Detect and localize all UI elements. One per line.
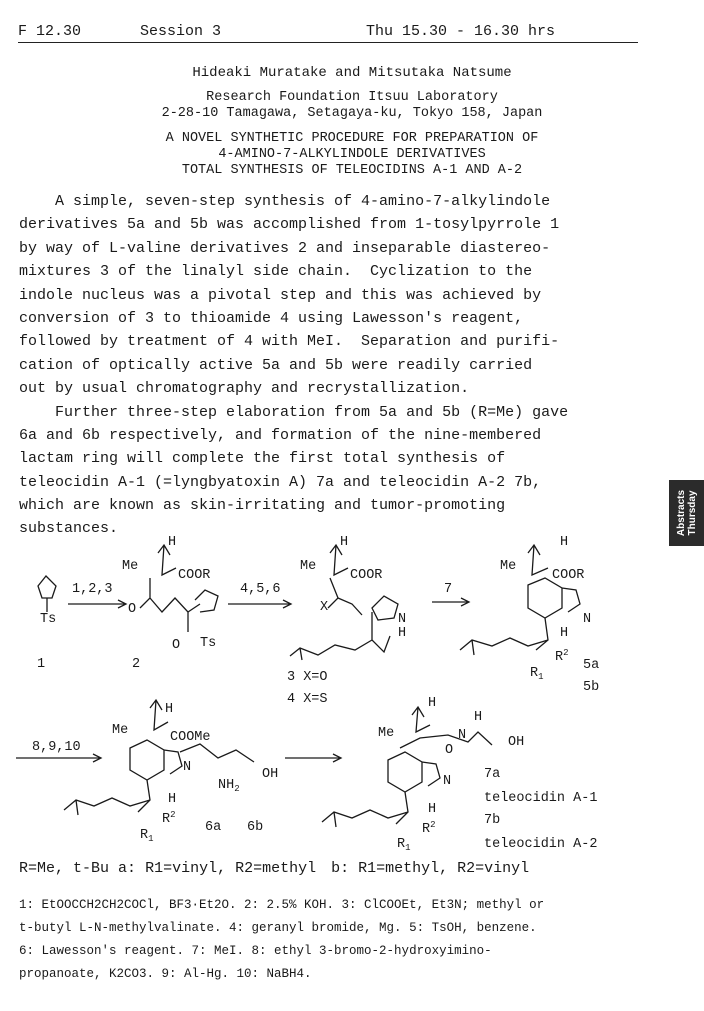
h-label-6: H	[165, 702, 174, 717]
abstract-line: which are known as skin-irritating and tumor-promoting	[19, 497, 506, 515]
r2-label-5-sup: 2	[563, 648, 569, 658]
reagent-line-1: 1: EtOOCCH2CH2COCl, BF3·Et2O. 2: 2.5% KOH. 3: ClCOOEt, Et3N; methyl or	[19, 898, 545, 912]
reagent-line-2: t-butyl L-N-methylvalinate. 4: geranyl bromide, Mg. 5: TsOH, benzene.	[19, 921, 537, 935]
indole-pyrrole-5	[562, 588, 580, 612]
abstract-line: out by usual chromatography and recrystallization.	[19, 380, 470, 398]
h-label-2: H	[168, 535, 177, 550]
side-chain-7	[322, 792, 408, 827]
indole-benzene-7	[388, 752, 422, 792]
me-label-6: Me	[112, 723, 129, 738]
abstract-line: derivatives 5a and 5b was accomplished from 1-tosylpyrrole 1	[19, 216, 560, 234]
r2-label-5-r: R	[555, 650, 564, 665]
r2-label-6-sup: 2	[170, 810, 176, 820]
coor-label-3: COOR	[350, 568, 383, 583]
x-label-3: X	[320, 600, 329, 615]
arrow-label-step3: 7	[444, 582, 453, 597]
n-label-6: N	[183, 760, 192, 775]
pyrrole-ring-2	[188, 590, 218, 612]
nh2-label-6-sub: 2	[234, 784, 240, 794]
compound-label-7a: 7a	[484, 767, 501, 782]
compound-label-4: 4 X=S	[287, 692, 328, 707]
teleocidin-a2-label: teleocidin A-2	[484, 837, 598, 852]
arrow-label-step2: 4,5,6	[240, 582, 281, 597]
r1-label-5-r: R	[530, 666, 539, 681]
oh-label-6: OH	[262, 767, 279, 782]
r1-label-5	[530, 666, 544, 682]
coor-label-2: COOR	[178, 568, 211, 583]
abstract-line: mixtures 3 of the linalyl side chain. Cyclization to the	[19, 263, 533, 281]
authors: Hideaki Muratake and Mitsutaka Natsume	[192, 65, 512, 81]
indole-pyrrole-7	[422, 762, 440, 786]
o-label-2b: O	[172, 638, 181, 653]
compound-label-5a: 5a	[583, 658, 600, 673]
abstract-line: lactam ring will complete the first total synthesis of	[19, 450, 506, 468]
r-group-definitions	[19, 860, 529, 877]
side-chain-3	[290, 612, 390, 660]
reaction-scheme	[0, 530, 704, 860]
valine-5	[528, 545, 548, 575]
coor-label-5: COOR	[552, 568, 585, 583]
r1-label-5-sub: 1	[538, 672, 544, 682]
nh2-label-6	[218, 778, 240, 794]
abstract-line: followed by treatment of 4 with MeI. Separation and purifi-	[19, 333, 560, 351]
me-label-7: Me	[378, 726, 395, 741]
variant-a-definition: R1=vinyl, R2=methyl	[145, 860, 317, 877]
tab-label-abstracts: Abstracts	[675, 489, 687, 537]
abstract-line: conversion of 3 to thioamide 4 using Lawesson's reagent,	[19, 309, 524, 327]
nh-label-5: H	[560, 626, 569, 641]
r2-label-6	[162, 810, 176, 827]
side-chain-6	[64, 780, 150, 815]
tab-label-thursday: Thursday	[686, 490, 698, 536]
nh-label-3: H	[398, 626, 407, 641]
arrow-label-step4: 8,9,10	[32, 740, 81, 755]
variant-b-definition: R1=methyl, R2=vinyl	[358, 860, 530, 877]
title-line-1: A NOVEL SYNTHETIC PROCEDURE FOR PREPARATION OF	[165, 131, 539, 146]
compound-label-6a: 6a	[205, 820, 222, 835]
me-label-3: Me	[300, 559, 317, 574]
session-time: Thu 15.30 - 16.30 hrs	[366, 23, 556, 40]
chain-2	[140, 578, 188, 632]
compound-label-3: 3 X=O	[287, 670, 328, 685]
h-label-7: H	[428, 696, 437, 711]
r1-label-6-r: R	[140, 828, 149, 843]
variant-a-label: a:	[118, 860, 137, 877]
indole-benzene-5	[528, 578, 562, 618]
n-label-3: N	[398, 612, 407, 627]
r1-label-7	[397, 837, 411, 853]
compound-label-5b: 5b	[583, 680, 600, 695]
h-label-7b: H	[474, 710, 483, 725]
abstract-line: A simple, seven-step synthesis of 4-amino-7-alkylindole	[19, 193, 551, 210]
title-line-3: TOTAL SYNTHESIS OF TELEOCIDINS A-1 AND A-2	[181, 163, 523, 178]
r1-label-7-sub: 1	[405, 843, 411, 853]
abstract-line: teleocidin A-1 (=lyngbyatoxin A) 7a and teleocidin A-2 7b,	[19, 473, 542, 491]
coome-label-6: COOMe	[170, 730, 211, 745]
affiliation-line-1: Research Foundation Itsuu Laboratory	[206, 90, 498, 105]
ts-label-1: Ts	[40, 612, 57, 627]
session-label: Session 3	[140, 23, 222, 40]
r1-label-7-r: R	[397, 837, 406, 852]
arrow-label-step1: 1,2,3	[72, 582, 113, 597]
abstract-line: 6a and 6b respectively, and formation of the nine-membered	[19, 426, 542, 444]
r2-label-7	[422, 820, 436, 837]
r1-label-6	[140, 828, 154, 844]
abstract-line: cation of optically active 5a and 5b were readily carried	[19, 356, 533, 374]
n-label-7b: N	[443, 774, 452, 789]
r1-label-6-sub: 1	[148, 834, 154, 844]
side-chain-5	[460, 618, 548, 655]
compound-label-2: 2	[132, 657, 141, 672]
oh-label-7: OH	[508, 735, 525, 750]
n-label-5: N	[583, 612, 592, 627]
indole-benzene-6	[130, 740, 164, 780]
me-label-5: Me	[500, 559, 517, 574]
ts-label-2: Ts	[200, 636, 217, 651]
reagent-line-3: 6: Lawesson's reagent. 7: MeI. 8: ethyl 3-bromo-2-hydroxyimino-	[19, 944, 492, 958]
r2-label-7-sup: 2	[430, 820, 436, 830]
o-label-7: O	[445, 743, 454, 758]
compound-label-7b: 7b	[484, 813, 501, 828]
indole-pyrrole-6	[164, 750, 182, 774]
abstract-line: Further three-step elaboration from 5a and 5b (R=Me) gave	[19, 403, 569, 421]
affiliation-line-2: 2-28-10 Tamagawa, Setagaya-ku, Tokyo 158, Japan	[161, 106, 543, 121]
compound-label-6b: 6b	[247, 820, 264, 835]
o-label-2a: O	[128, 602, 137, 617]
r-definition: R=Me, t-Bu	[19, 860, 110, 877]
nh-label-6: H	[168, 792, 177, 807]
reagent-line-4: propanoate, K2CO3. 9: Al-Hg. 10: NaBH4.	[19, 967, 312, 981]
chain-3	[328, 578, 362, 615]
compound-label-1: 1	[37, 657, 46, 672]
teleocidin-a1-label: teleocidin A-1	[484, 791, 598, 806]
abstract-code: F 12.30	[18, 23, 82, 40]
session-header	[18, 22, 638, 43]
pyrrole-ring-3	[372, 596, 398, 620]
nh-label-7: H	[428, 802, 437, 817]
pyrrole-ring-1	[38, 576, 56, 598]
nh2-label-6-nh: NH	[218, 778, 235, 793]
r2-label-6-r: R	[162, 812, 171, 827]
r2-label-5	[555, 648, 569, 665]
n-label-7a: N	[458, 728, 467, 743]
abstract-line: indole nucleus was a pivotal step and this was achieved by	[19, 286, 542, 304]
abstract-line: by way of L-valine derivatives 2 and inseparable diastereo-	[19, 239, 551, 257]
title-line-2: 4-AMINO-7-ALKYLINDOLE DERIVATIVES	[218, 147, 486, 162]
abstract-line: substances.	[19, 520, 119, 538]
r2-label-7-r: R	[422, 822, 431, 837]
variant-b-label: b:	[331, 860, 350, 877]
abstract-body	[19, 190, 639, 541]
h-label-3: H	[340, 535, 349, 550]
h-label-5: H	[560, 535, 569, 550]
me-label-2: Me	[122, 559, 139, 574]
